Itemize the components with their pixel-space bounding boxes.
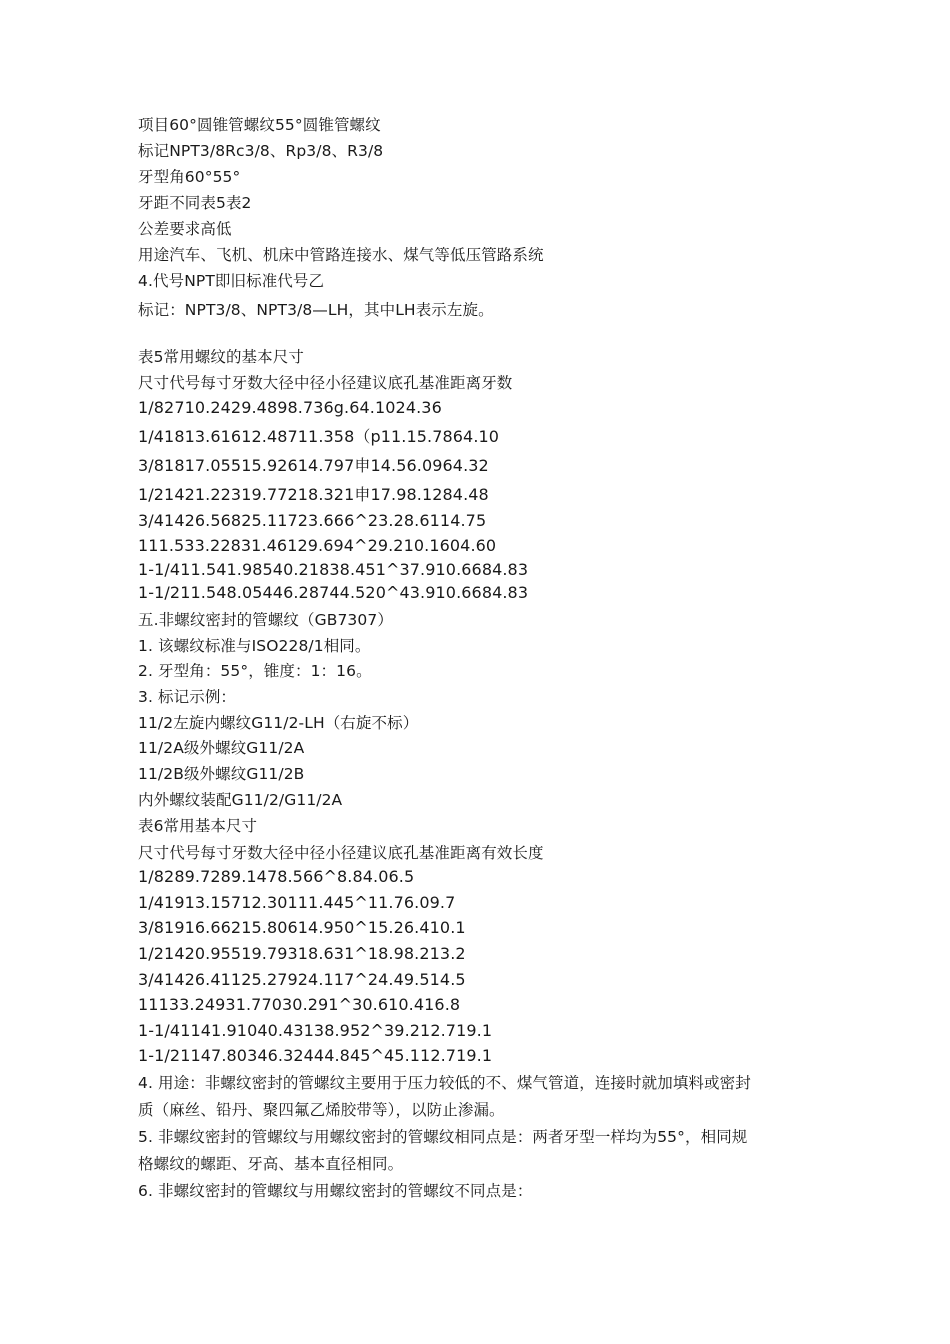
section-heading: 五.非螺纹密封的管螺纹（GB7307） bbox=[138, 611, 393, 629]
text-line: 用途汽车、飞机、机床中管路连接水、煤气等低压管路系统 bbox=[138, 246, 544, 264]
text-line: 标记NPT3/8Rc3/8、Rp3/8、R3/8 bbox=[138, 142, 384, 160]
table-6-row: 3/81916.66215.80614.950^15.26.410.1 bbox=[138, 918, 466, 937]
table-6-title: 表6常用基本尺寸 bbox=[138, 817, 258, 835]
table-5-header: 尺寸代号每寸牙数大径中径小径建议底孔基准距离牙数 bbox=[138, 374, 513, 392]
text-line: 标记：NPT3/8、NPT3/8—LH，其中LH表示左旋。 bbox=[138, 301, 494, 319]
text-line: 5. 非螺纹密封的管螺纹与用螺纹密封的管螺纹相同点是：两者牙型一样均为55°，相同规 bbox=[138, 1128, 748, 1146]
table-5-row: 3/81817.05515.92614.797申14.56.0964.32 bbox=[138, 456, 489, 475]
text-line: 项目60°圆锥管螺纹55°圆锥管螺纹 bbox=[138, 116, 381, 134]
table-6-row: 1/21420.95519.79318.631^18.98.213.2 bbox=[138, 944, 466, 963]
text-line: 内外螺纹装配G11/2/G11/2A bbox=[138, 791, 343, 809]
text-line: 11/2B级外螺纹G11/2B bbox=[138, 765, 305, 783]
text-line: 公差要求高低 bbox=[138, 220, 232, 238]
table-6-row: 1/41913.15712.30111.445^11.76.09.7 bbox=[138, 893, 456, 912]
text-line: 3. 标记示例： bbox=[138, 688, 237, 706]
table-5-row: 1/21421.22319.77218.321申17.98.1284.48 bbox=[138, 485, 489, 504]
text-line: 牙型角60°55° bbox=[138, 168, 241, 186]
table-5-title: 表5常用螺纹的基本尺寸 bbox=[138, 348, 304, 366]
table-5-row: 1/41813.61612.48711.358（p11.15.7864.10 bbox=[138, 427, 500, 446]
table-6-row: 1/8289.7289.1478.566^8.84.06.5 bbox=[138, 867, 415, 886]
text-line: 2. 牙型角：55°，锥度：1：16。 bbox=[138, 662, 372, 680]
table-5-row: 111.533.22831.46129.694^29.210.1604.60 bbox=[138, 536, 497, 555]
text-line: 质（麻丝、铅丹、聚四氟乙烯胶带等），以防止渗漏。 bbox=[138, 1101, 505, 1119]
text-line: 格螺纹的螺距、牙高、基本直径相同。 bbox=[138, 1155, 404, 1173]
text-line: 11/2A级外螺纹G11/2A bbox=[138, 739, 305, 757]
table-5-row: 1/82710.2429.4898.736g.64.1024.36 bbox=[138, 398, 442, 417]
text-line: 牙距不同表5表2 bbox=[138, 194, 252, 212]
text-line: 4.代号NPT即旧标准代号乙 bbox=[138, 272, 325, 290]
text-line: 11/2左旋内螺纹G11/2-LH（右旋不标） bbox=[138, 714, 419, 732]
table-5-row: 1-1/411.541.98540.21838.451^37.910.6684.83 bbox=[138, 560, 529, 579]
table-6-row: 11133.24931.77030.291^30.610.416.8 bbox=[138, 995, 461, 1014]
table-6-row: 3/41426.41125.27924.117^24.49.514.5 bbox=[138, 970, 466, 989]
table-6-row: 1-1/41141.91040.43138.952^39.212.719.1 bbox=[138, 1021, 493, 1040]
text-line: 6. 非螺纹密封的管螺纹与用螺纹密封的管螺纹不同点是： bbox=[138, 1182, 533, 1200]
table-6-row: 1-1/21147.80346.32444.845^45.112.719.1 bbox=[138, 1046, 493, 1065]
text-line: 1. 该螺纹标准与ISO228/1相同。 bbox=[138, 637, 371, 655]
text-line: 4. 用途：非螺纹密封的管螺纹主要用于压力较低的不、煤气管道，连接时就加填料或密封 bbox=[138, 1074, 751, 1092]
table-6-header: 尺寸代号每寸牙数大径中径小径建议底孔基准距离有效长度 bbox=[138, 844, 544, 862]
table-5-row: 3/41426.56825.11723.666^23.28.6114.75 bbox=[138, 511, 487, 530]
table-5-row: 1-1/211.548.05446.28744.520^43.910.6684.83 bbox=[138, 583, 529, 602]
